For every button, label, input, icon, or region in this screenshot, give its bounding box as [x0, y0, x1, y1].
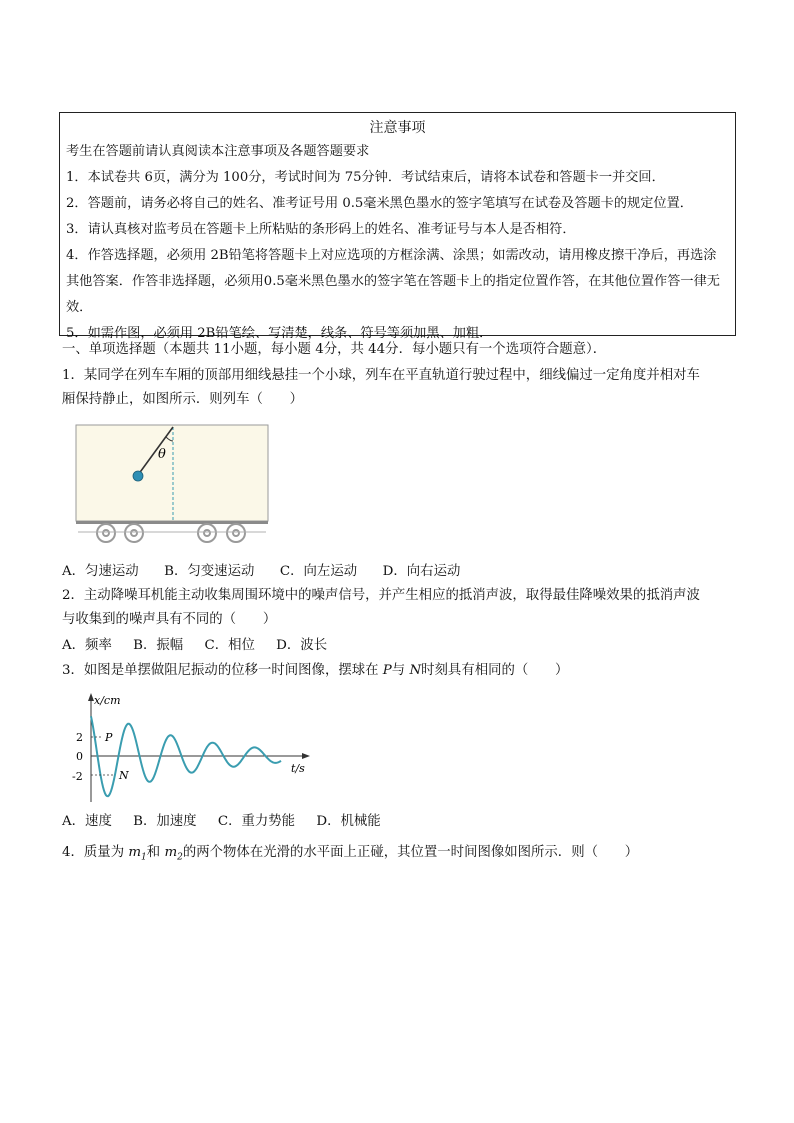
q4-stem: 4．质量为 $m_1$和 $m_2$的两个物体在光滑的水平面上正碰，其位置一时间图像如图所示．则（ ）: [62, 845, 639, 863]
x-axis-arrow: [302, 753, 310, 759]
q3-stem: 3．如图是单摆做阻尼振动的位移一时间图像，摆球在 P与 N时刻具有相同的（ ）: [62, 663, 569, 678]
q3-n-symbol: N: [409, 663, 422, 678]
notice-box: [59, 112, 736, 341]
q1-train-figure: [74, 424, 270, 548]
theta-label: θ: [158, 447, 166, 462]
q3-option-b[interactable]: B．加速度: [133, 814, 197, 829]
q3-option-c[interactable]: C．重力势能: [217, 814, 296, 829]
tick-label-neg2: -2: [72, 770, 83, 783]
q3-option-d[interactable]: D．机械能: [316, 814, 381, 829]
q3-damped-oscillation-graph: [72, 690, 318, 808]
notice-item-1: 1．本试卷共 6页，满分为 100分，考试时间为 75分钟．考试结束后，请将本试卷和答题卡一并交回．: [66, 170, 665, 185]
q1-option-c[interactable]: C．向左运动: [279, 564, 358, 579]
q1-stem-line1: 1．某同学在列车车厢的顶部用细线悬挂一个小球，列车在平直轨道行驶过程中，细线偏过一定角度并相对车: [62, 368, 700, 383]
q2-stem-line1: 2．主动降噪耳机能主动收集周围环境中的噪声信号，并产生相应的抵消声波，取得最佳降噪效果的抵消声波: [62, 588, 700, 603]
point-p-label: P: [105, 731, 113, 744]
q2-option-a[interactable]: A．频率: [62, 638, 112, 653]
tick-label-0: 0: [76, 750, 83, 763]
q3-p-symbol: P: [382, 663, 392, 678]
notice-intro: 考生在答题前请认真阅读本注意事项及各题答题要求: [66, 144, 370, 159]
q2-option-c[interactable]: C．相位: [204, 638, 255, 653]
q1-options: [62, 562, 460, 582]
train-car-body: [76, 425, 268, 521]
q3-options: [62, 812, 381, 832]
train-wheels: [97, 524, 245, 542]
notice-item-4: 4．作答选择题，必须用 2B铅笔将答题卡上对应选项的方框涂满、涂黑；如需改动，请用橡皮擦干净后，再选涂其他答案．作答非选择题，必须用0.5毫米黑色墨水的签字笔在答题卡上的指定位置作答，在其他位置作答一律无效．: [66, 248, 720, 315]
point-n-label: N: [119, 769, 129, 782]
x-axis-label: t/s: [291, 762, 305, 775]
tick-label-2: 2: [76, 731, 83, 744]
q3-option-a[interactable]: A．速度: [62, 814, 112, 829]
notice-item-2: 2．答题前，请务必将自己的姓名、准考证号用 0.5毫米黑色墨水的签字笔填写在试卷及答题卡的规定位置．: [66, 196, 693, 211]
section-heading: 一、单项选择题（本题共 11小题，每小题 4分，共 44分．每小题只有一个选项符合题意）．: [62, 342, 607, 357]
q1-option-d[interactable]: D．向右运动: [382, 564, 461, 579]
q2-option-d[interactable]: D．波长: [276, 638, 328, 653]
q4-m1-symbol: $m_1$: [128, 845, 147, 863]
q1-stem-line2: 厢保持静止，如图所示．则列车（ ）: [62, 392, 304, 407]
notice-item-3: 3．请认真核对监考员在答题卡上所粘贴的条形码上的姓名、准考证号与本人是否相符．: [66, 222, 576, 237]
hanging-ball: [133, 471, 143, 481]
q2-stem-line2: 与收集到的噪声具有不同的（ ）: [62, 612, 277, 627]
q2-option-b[interactable]: B．振幅: [133, 638, 184, 653]
notice-title: 注意事项: [369, 120, 426, 136]
q2-options: [62, 636, 327, 656]
q4-m2-symbol: $m_2$: [164, 845, 183, 863]
notice-item-5: 5．如需作图，必须用 2B铅笔绘、写清楚，线条、符号等须加黑、加粗．: [66, 326, 493, 341]
y-axis-label: x/cm: [94, 694, 121, 707]
q1-option-a[interactable]: A．匀速运动: [62, 564, 139, 579]
q1-option-b[interactable]: B．匀变速运动: [164, 564, 255, 579]
